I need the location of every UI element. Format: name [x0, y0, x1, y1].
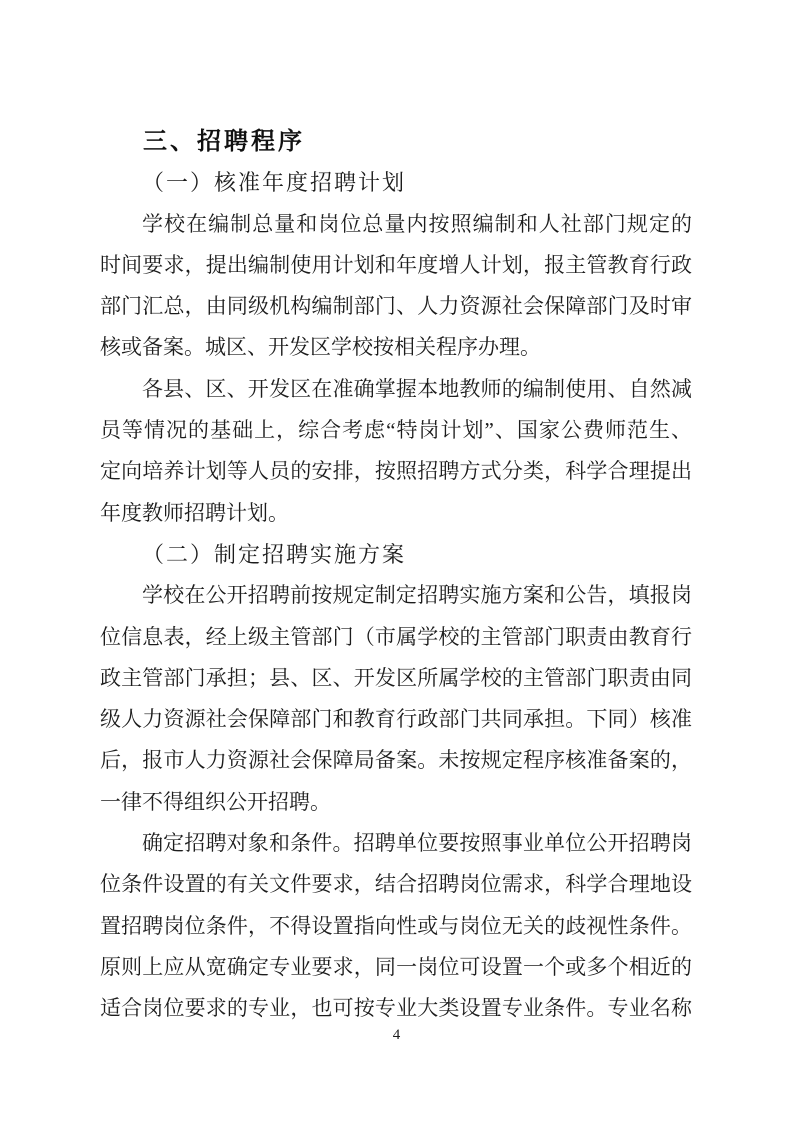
paragraph-line: 适合岗位要求的专业，也可按专业大类设置专业条件。专业名称 [100, 996, 692, 1021]
paragraph-line: 部门汇总，由同级机构编制部门、人力资源社会保障部门及时审 [100, 294, 692, 319]
paragraph-line: 定向培养计划等人员的安排，按照招聘方式分类，科学合理提出 [100, 459, 692, 484]
paragraph-line: 级人力资源社会保障部门和教育行政部门共同承担。下同）核准 [100, 707, 692, 732]
paragraph-line: 后，报市人力资源社会保障局备案。未按规定程序核准备案的， [100, 748, 692, 773]
paragraph-line: 年度教师招聘计划。 [100, 500, 289, 525]
paragraph-line: 确定招聘对象和条件。招聘单位要按照事业单位公开招聘岗 [142, 831, 692, 856]
paragraph-line: 时间要求，提出编制使用计划和年度增人计划，报主管教育行政 [100, 252, 692, 277]
paragraph-line: 学校在编制总量和岗位总量内按照编制和人社部门规定的 [142, 211, 692, 236]
subsection-heading-1: （一）核准年度招聘计划 [142, 170, 407, 196]
paragraph-line: 原则上应从宽确定专业要求，同一岗位可设置一个或多个相近的 [100, 954, 692, 979]
paragraph-line: 位条件设置的有关文件要求，结合招聘岗位需求，科学合理地设 [100, 872, 692, 897]
paragraph-line: 置招聘岗位条件，不得设置指向性或与岗位无关的歧视性条件。 [100, 913, 692, 938]
section-heading: 三、招聘程序 [143, 128, 305, 155]
paragraph-line: 学校在公开招聘前按规定制定招聘实施方案和公告，填报岗 [142, 583, 692, 608]
paragraph-line: 政主管部门承担；县、区、开发区所属学校的主管部门职责由同 [100, 665, 692, 690]
paragraph-line: 核或备案。城区、开发区学校按相关程序办理。 [100, 335, 541, 360]
page-number: 4 [392, 1027, 401, 1043]
document-body [100, 121, 692, 1030]
paragraph-line: 一律不得组织公开招聘。 [100, 789, 331, 814]
paragraph-line: 员等情况的基础上，综合考虑“特岗计划”、国家公费师范生、 [100, 418, 692, 443]
subsection-heading-2: （二）制定招聘实施方案 [142, 541, 407, 567]
paragraph-line: 各县、区、开发区在准确掌握本地教师的编制使用、自然减 [142, 376, 692, 401]
paragraph-line: 位信息表，经上级主管部门（市属学校的主管部门职责由教育行 [100, 624, 692, 649]
